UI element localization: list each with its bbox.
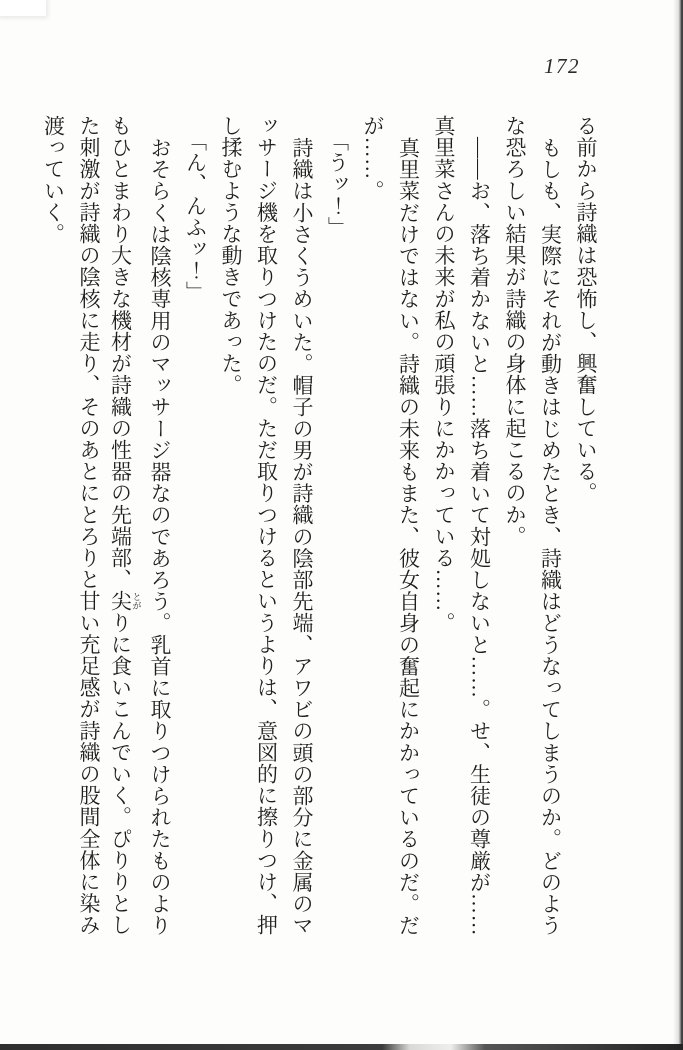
text-line: 「うッ！」 [325,130,350,239]
text-line: もしも、実際にそれが動きはじめたとき、詩織はどうなってしまうのか。どのよう [538,136,563,936]
text-line: 詩織は小さくうめいた。帽子の男が詩織の陰部先端、アワビの頭の部分に金属のマ [290,136,314,936]
scan-edge-bottom [0,1044,683,1050]
text-line: が……。 [361,115,385,202]
text-line: 真里菜だけではない。詩織の未来もまた、彼女自身の奮起にかかっているのだ。だ [396,136,421,936]
text-lines [35,115,603,947]
text-line: た刺激が詩織の陰核に走り、そのあとにとろりと甘い充足感が詩織の股間全体に染み [77,115,101,936]
text-line: ――お、落ち着かないと……落ち着いて対処しないと……。せ、生徒の尊厳が…… [467,136,492,936]
page-number: 172 [544,54,580,78]
text-line: な恐ろしい結果が詩織の身体に起こるのか。 [503,115,527,547]
text-line: もひとまわり大きな機材が詩織の性器の先端部、尖 とがりに食いこんでいく。ぴりりとし [108,115,142,936]
scan-corner-top-left [0,0,46,16]
text-line: 真里菜さんの未来が私の頑張りにかかっている……。 [432,115,456,634]
text-line: 渡っていく。 [41,115,66,245]
furigana-ruby: 尖 とが [108,590,142,612]
text-line: し揉むような動きであった。 [219,115,243,396]
text-line: 「ん、んふッ！」 [183,130,208,303]
scan-edge-right [673,0,683,1050]
text-line: おそらくは陰核専用のマッサージ器なのであろう。乳首に取りつけられたものより [148,136,172,936]
text-line: る前から詩織は恐怖し、興奮している。 [574,115,598,504]
text-line: ッサージ機を取りつけたのだ。ただ取りつけるというよりは、意図的に擦りつけ、押 [254,115,279,936]
